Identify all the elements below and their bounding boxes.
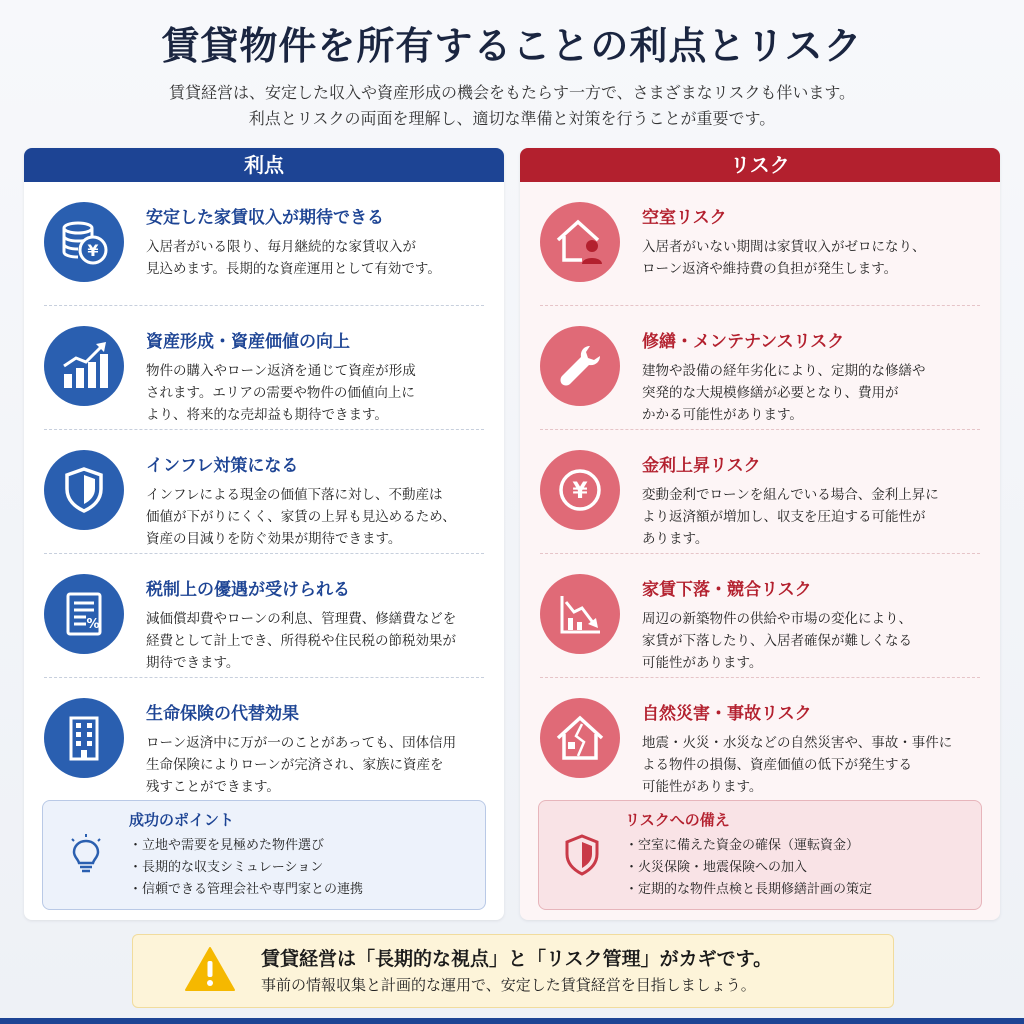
benefit-item xyxy=(24,554,504,678)
risk-title: 空室リスク xyxy=(642,208,727,228)
growth-chart-icon xyxy=(44,326,124,406)
footer-sub-text: 事前の情報収集と計画的な運用で、安定した賃貸経営を目指しましょう。 xyxy=(261,976,756,994)
svg-text:¥: ¥ xyxy=(87,241,99,260)
benefit-title: 安定した家賃収入が期待できる xyxy=(146,208,384,228)
risk-preparation-box xyxy=(538,800,982,910)
risk-desc: 建物や設備の経年劣化により、定期的な修繕や 突発的な大規模修繕が必要となり、費用が かかる可能性があります。 xyxy=(642,363,926,423)
yen-coins-icon xyxy=(44,202,124,282)
benefit-desc: インフレによる現金の価値下落に対し、不動産は 価値が下がりにくく、家賃の上昇も見込めるため、 資産の目減りを防ぐ効果が期待できます。 xyxy=(146,487,456,547)
benefit-title: 税制上の優遇が受けられる xyxy=(146,580,350,600)
page-subtitle xyxy=(0,80,1024,132)
benefit-desc: 入居者がいる限り、毎月継続的な家賃収入が 見込めます。長期的な資産運用として有効です。 xyxy=(146,239,441,277)
risk-item xyxy=(520,430,1000,554)
risk-preparation-list xyxy=(625,835,872,901)
benefit-title: 資産形成・資産価値の向上 xyxy=(146,332,350,352)
benefit-title: 生命保険の代替効果 xyxy=(146,704,299,724)
list-item: ・空室に備えた資金の確保（運転資金） xyxy=(625,838,860,853)
list-item: ・火災保険・地震保険への加入 xyxy=(625,860,808,875)
benefit-item xyxy=(24,430,504,554)
list-item: ・立地や需要を見極めた物件選び xyxy=(129,838,325,853)
risks-heading: リスク xyxy=(520,148,1000,182)
svg-text:%: % xyxy=(86,617,100,632)
risk-item xyxy=(520,182,1000,306)
warning-icon xyxy=(183,945,237,997)
risk-item xyxy=(520,678,1000,802)
yen-circle-icon xyxy=(540,450,620,530)
list-item: ・定期的な物件点検と長期修繕計画の策定 xyxy=(625,882,873,897)
list-item: ・信頼できる管理会社や専門家との連携 xyxy=(129,882,364,897)
footer-callout xyxy=(132,934,894,1008)
header xyxy=(0,0,1024,132)
benefit-desc: 物件の購入やローン返済を通じて資産が形成 されます。エリアの需要や物件の価値向上に より、将来的な売却益も期待できます。 xyxy=(146,363,416,423)
benefits-heading: 利点 xyxy=(24,148,504,182)
benefit-title: インフレ対策になる xyxy=(146,456,299,476)
success-points-box xyxy=(42,800,486,910)
benefits-panel xyxy=(24,148,504,920)
subtitle-line-2: 利点とリスクの両面を理解し、適切な準備と対策を行うことが重要です。 xyxy=(248,109,776,128)
risk-desc: 変動金利でローンを組んでいる場合、金利上昇に より返済額が増加し、収支を圧迫する可能性が あります。 xyxy=(642,487,939,547)
risk-desc: 入居者がいない期間は家賃収入がゼロになり、 ローン返済や維持費の負担が発生します。 xyxy=(642,239,926,277)
risks-panel xyxy=(520,148,1000,920)
benefit-item xyxy=(24,678,504,802)
vacant-house-icon xyxy=(540,202,620,282)
wrench-icon xyxy=(540,326,620,406)
risk-item xyxy=(520,306,1000,430)
risk-title: 修繕・メンテナンスリスク xyxy=(642,332,845,352)
benefit-desc: ローン返済中に万が一のことがあっても、団体信用 生命保険によりローンが完済され、家族に資産を 残すことができます。 xyxy=(146,735,457,795)
success-points-title: 成功のポイント xyxy=(129,811,235,829)
declining-chart-icon xyxy=(540,574,620,654)
benefit-item xyxy=(24,182,504,306)
shield-icon xyxy=(44,450,124,530)
tax-document-icon xyxy=(44,574,124,654)
building-icon xyxy=(44,698,124,778)
benefit-item xyxy=(24,306,504,430)
svg-text:¥: ¥ xyxy=(572,479,588,504)
footer-main-text: 賃貸経営は「長期的な視点」と「リスク管理」がカギです。 xyxy=(261,948,773,970)
bottom-bar xyxy=(0,1018,1024,1024)
subtitle-line-1: 賃貸経営は、安定した収入や資産形成の機会をもたらす一方で、さまざまなリスクも伴います。 xyxy=(168,83,856,102)
risk-preparation-title: リスクへの備え xyxy=(625,811,730,829)
risk-desc: 地震・火災・水災などの自然災害や、事故・事件に よる物件の損傷、資産価値の低下が発生する 可能性があります。 xyxy=(642,735,953,795)
risk-title: 金利上昇リスク xyxy=(642,456,761,476)
lightbulb-icon xyxy=(63,832,109,878)
risk-title: 自然災害・事故リスク xyxy=(642,704,812,724)
risk-title: 家賃下落・競合リスク xyxy=(642,580,812,600)
list-item: ・長期的な収支シミュレーション xyxy=(129,860,324,875)
risk-item xyxy=(520,554,1000,678)
shield-icon xyxy=(559,832,605,878)
success-points-list xyxy=(129,835,363,901)
risk-desc: 周辺の新築物件の供給や市場の変化により、 家賃が下落したり、入居者確保が難しくなる 可能性があります。 xyxy=(642,611,912,671)
benefit-desc: 減価償却費やローンの利息、管理費、修繕費などを 経費として計上でき、所得税や住民税の節税効果が 期待できます。 xyxy=(146,611,457,671)
damaged-house-icon xyxy=(540,698,620,778)
page-title: 賃貸物件を所有することの利点とリスク xyxy=(161,24,863,68)
columns xyxy=(24,148,1000,920)
